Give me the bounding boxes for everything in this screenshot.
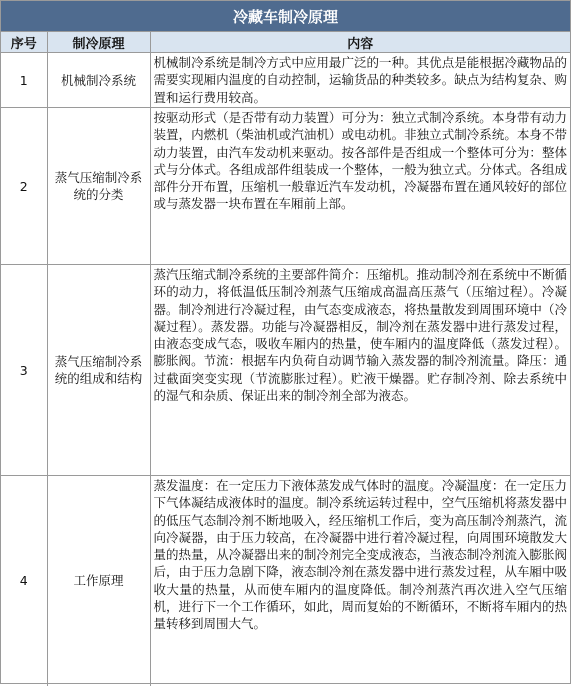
header-row (1, 32, 570, 53)
row-principle: 机械制冷系统 (47, 53, 150, 108)
row-content: 机械制冷系统是制冷方式中应用最广泛的一种。其优点是能根据冷藏物品的需要实现厢内温度的自动控制，运输货品的种类较多。缺点为结构复杂、购置和运行费用较高。 (150, 53, 570, 108)
table-row (1, 108, 570, 265)
row-index: 1 (1, 53, 47, 108)
row-index: 4 (1, 476, 47, 686)
header-principle: 制冷原理 (47, 32, 150, 53)
row-content: 按驱动形式（是否带有动力装置）可分为：独立式制冷系统。本身带有动力装置，内燃机（柴油机或汽油机）或电动机。非独立式制冷系统。本身不带动力装置，由汽车发动机来驱动。按各部件是否组成一个整体可分为：整体式与分体式。各组成部件组装成一个整体，一般为独立式。分体式。各组成部件分开布置，压缩机一般靠近汽车发动机，冷凝器布置在通风较好的部位或与蒸发器一块布置在车厢前上部。 (150, 108, 570, 265)
row-principle: 蒸气压缩制冷系统的分类 (47, 108, 150, 265)
row-index: 2 (1, 108, 47, 265)
table-row (1, 265, 570, 476)
header-content: 内容 (150, 32, 570, 53)
row-principle: 蒸气压缩制冷系统的组成和结构 (47, 265, 150, 476)
row-principle: 工作原理 (47, 476, 150, 686)
table-row (1, 476, 570, 686)
row-index: 3 (1, 265, 47, 476)
header-index: 序号 (1, 32, 47, 53)
row-content: 蒸发温度：在一定压力下液体蒸发成气体时的温度。冷凝温度：在一定压力下气体凝结成液体时的温度。制冷系统运转过程中，空气压缩机将蒸发器中的低压气态制冷剂不断地吸入，经压缩机工作后，变为高压制冷剂蒸汽，流向冷凝器，由于压力较高，在冷凝器中进行着冷凝过程，向周围环境散发大量的热量，从冷凝器出来的制冷剂完全变成液态，当液态制冷剂流入膨胀阀后，由于压力急剧下降，液态制冷剂在蒸发器中进行蒸发过程，从车厢中吸收大量的热量，从而使车厢内的温度降低。制冷剂蒸汽再次进入空气压缩机，进行下一个工作循环，如此，周而复始的不断循环，不断将车厢内的热量转移到周围大气。 (150, 476, 570, 686)
table-title: 冷藏车制冷原理 (1, 1, 570, 32)
table-row (1, 53, 570, 108)
principle-table (1, 32, 570, 686)
row-content: 蒸汽压缩式制冷系统的主要部件简介：压缩机。推动制冷剂在系统中不断循环的动力，将低温低压制冷剂蒸气压缩成高温高压蒸气（压缩过程）。冷凝器。制冷剂进行冷凝过程，由气态变成液态，将热量散发到周围环境中（冷凝过程）。蒸发器。功能与冷凝器相反，制冷剂在蒸发器中进行蒸发过程，由液态变成气态，吸收车厢内的热量，使车厢内的温度降低（蒸发过程）。膨胀阀。节流：根据车内负荷自动调节输入蒸发器的制冷剂流量。降压：通过截面突变实现（节流膨胀过程）。贮液干燥器。贮存制冷剂、除去系统中的湿气和杂质、保证出来的制冷剂全部为液态。 (150, 265, 570, 476)
